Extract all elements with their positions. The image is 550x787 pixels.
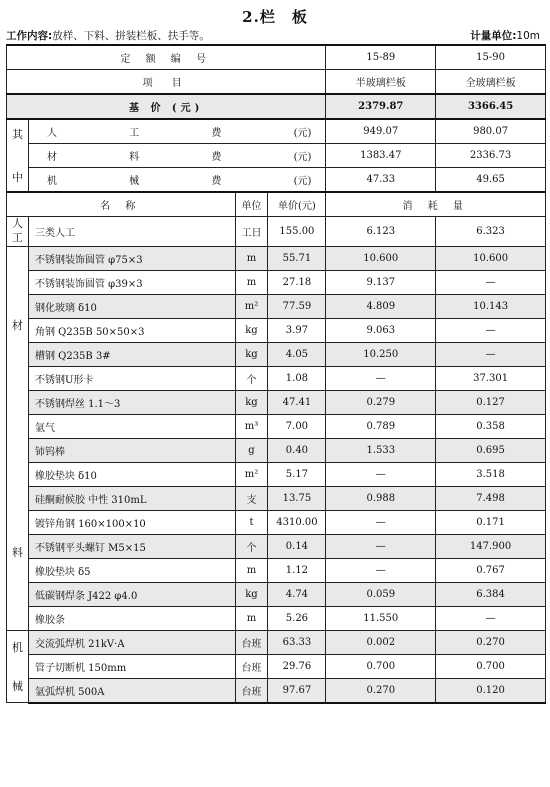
resource-consumption-1: 4.809 bbox=[326, 294, 436, 318]
resource-consumption-1: 0.279 bbox=[326, 390, 436, 414]
resource-unit: 工日 bbox=[235, 217, 268, 247]
resource-unit: m bbox=[235, 246, 268, 270]
resource-name: 角钢 Q235B 50×50×3 bbox=[28, 318, 235, 342]
cost-row bbox=[7, 168, 546, 193]
cost-label-part: 机 bbox=[46, 176, 57, 187]
resource-row bbox=[7, 342, 546, 366]
cost-label-part: 费 bbox=[211, 176, 222, 187]
resource-row bbox=[7, 486, 546, 510]
base-price-2: 3366.45 bbox=[436, 94, 546, 119]
resource-unit: m² bbox=[235, 294, 268, 318]
resource-name: 氩弧焊机 500A bbox=[28, 678, 235, 703]
resource-consumption-1: 10.250 bbox=[326, 342, 436, 366]
resource-consumption-1: 9.137 bbox=[326, 270, 436, 294]
resource-consumption-1: 11.550 bbox=[326, 606, 436, 630]
resource-consumption-1: — bbox=[326, 462, 436, 486]
resource-row bbox=[7, 678, 546, 703]
unit-info bbox=[470, 28, 540, 43]
resource-unit: 台班 bbox=[235, 678, 268, 703]
resource-consumption-2: 7.498 bbox=[436, 486, 546, 510]
resource-price: 5.26 bbox=[268, 606, 326, 630]
resource-consumption-2: — bbox=[436, 342, 546, 366]
resource-price: 1.12 bbox=[268, 558, 326, 582]
resource-price: 0.40 bbox=[268, 438, 326, 462]
column-consumption-header: 消 耗 量 bbox=[326, 192, 546, 217]
resource-unit: m bbox=[235, 606, 268, 630]
resource-consumption-1: 9.063 bbox=[326, 318, 436, 342]
resource-price: 155.00 bbox=[268, 217, 326, 247]
resource-unit: m bbox=[235, 270, 268, 294]
resource-price: 55.71 bbox=[268, 246, 326, 270]
item-name-1: 半玻璃栏板 bbox=[326, 70, 436, 95]
cost-row bbox=[7, 144, 546, 168]
cost-value: 949.07 bbox=[326, 119, 436, 144]
resource-price: 13.75 bbox=[268, 486, 326, 510]
resource-name: 铈钨棒 bbox=[28, 438, 235, 462]
resource-row bbox=[7, 414, 546, 438]
resource-consumption-2: 147.900 bbox=[436, 534, 546, 558]
resource-row bbox=[7, 438, 546, 462]
resource-name: 槽钢 Q235B 3# bbox=[28, 342, 235, 366]
resource-row bbox=[7, 510, 546, 534]
resource-price: 63.33 bbox=[268, 630, 326, 654]
item-name-2: 全玻璃栏板 bbox=[436, 70, 546, 95]
resource-price: 4310.00 bbox=[268, 510, 326, 534]
resource-row bbox=[7, 534, 546, 558]
resource-name: 不锈钢平头螺钉 M5×15 bbox=[28, 534, 235, 558]
cost-label-part: 工 bbox=[129, 128, 140, 139]
resource-row bbox=[7, 294, 546, 318]
resource-price: 29.76 bbox=[268, 654, 326, 678]
resource-consumption-2: 0.120 bbox=[436, 678, 546, 703]
group-label bbox=[7, 630, 29, 703]
resource-consumption-2: 0.171 bbox=[436, 510, 546, 534]
resource-consumption-2: — bbox=[436, 606, 546, 630]
work-content-text: 放样、下料、拼装栏板、扶手等。 bbox=[52, 30, 210, 42]
cost-value: 49.65 bbox=[436, 168, 546, 193]
group-char: 机 bbox=[11, 640, 23, 654]
column-name-header: 名 称 bbox=[7, 192, 236, 217]
resource-name: 橡胶垫块 δ5 bbox=[28, 558, 235, 582]
resource-unit: 个 bbox=[235, 534, 268, 558]
resource-consumption-1: 0.270 bbox=[326, 678, 436, 703]
resource-consumption-1: 0.789 bbox=[326, 414, 436, 438]
resource-name: 不锈钢装饰圆管 φ75×3 bbox=[28, 246, 235, 270]
resource-unit: kg bbox=[235, 342, 268, 366]
group-char: 械 bbox=[11, 680, 23, 694]
quota-table bbox=[6, 44, 546, 704]
resource-price: 77.59 bbox=[268, 294, 326, 318]
cost-value: 1383.47 bbox=[326, 144, 436, 168]
resource-price: 4.74 bbox=[268, 582, 326, 606]
cost-label-part: 人 bbox=[46, 128, 57, 139]
resource-consumption-1: — bbox=[326, 558, 436, 582]
resource-name: 不锈钢U形卡 bbox=[28, 366, 235, 390]
resource-consumption-2: 37.301 bbox=[436, 366, 546, 390]
resource-row bbox=[7, 270, 546, 294]
resource-price: 3.97 bbox=[268, 318, 326, 342]
cost-group-char: 中 bbox=[11, 171, 23, 184]
resource-consumption-1: 1.533 bbox=[326, 438, 436, 462]
group-char: 料 bbox=[11, 545, 23, 559]
cost-label-part: 械 bbox=[129, 176, 140, 187]
resource-unit: kg bbox=[235, 582, 268, 606]
quota-code-2: 15-90 bbox=[436, 45, 546, 70]
resource-name: 不锈钢装饰圆管 φ39×3 bbox=[28, 270, 235, 294]
resource-consumption-2: 6.323 bbox=[436, 217, 546, 247]
resource-consumption-2: 0.358 bbox=[436, 414, 546, 438]
resource-unit: m² bbox=[235, 462, 268, 486]
cost-group-label bbox=[7, 119, 29, 192]
resource-unit: 支 bbox=[235, 486, 268, 510]
resource-consumption-1: 0.988 bbox=[326, 486, 436, 510]
column-unit-header: 单位 bbox=[235, 192, 268, 217]
resource-name: 钢化玻璃 δ10 bbox=[28, 294, 235, 318]
resource-consumption-2: 6.384 bbox=[436, 582, 546, 606]
cost-group-char: 其 bbox=[11, 128, 23, 141]
cost-label-part: (元) bbox=[293, 128, 312, 139]
cost-label-part: 费 bbox=[211, 152, 222, 163]
resource-row bbox=[7, 217, 546, 247]
resource-row bbox=[7, 462, 546, 486]
resource-consumption-2: 0.700 bbox=[436, 654, 546, 678]
resource-consumption-1: 0.700 bbox=[326, 654, 436, 678]
group-char: 工 bbox=[11, 231, 23, 245]
group-char: 材 bbox=[11, 318, 23, 332]
resource-row bbox=[7, 654, 546, 678]
resource-unit: kg bbox=[235, 390, 268, 414]
cost-value: 980.07 bbox=[436, 119, 546, 144]
resource-price: 4.05 bbox=[268, 342, 326, 366]
group-label bbox=[7, 217, 29, 247]
resource-name: 低碳钢焊条 J422 φ4.0 bbox=[28, 582, 235, 606]
resource-row bbox=[7, 318, 546, 342]
cost-label-part: 材 bbox=[46, 152, 57, 163]
resource-consumption-2: 0.127 bbox=[436, 390, 546, 414]
resource-unit: 台班 bbox=[235, 630, 268, 654]
cost-row bbox=[7, 119, 546, 144]
resource-price: 47.41 bbox=[268, 390, 326, 414]
resource-consumption-1: — bbox=[326, 366, 436, 390]
resource-price: 7.00 bbox=[268, 414, 326, 438]
base-price-label: 基 价 (元) bbox=[7, 94, 326, 119]
resource-consumption-1: 0.059 bbox=[326, 582, 436, 606]
work-content bbox=[6, 28, 210, 43]
resource-consumption-1: — bbox=[326, 510, 436, 534]
quota-code-1: 15-89 bbox=[326, 45, 436, 70]
cost-value: 47.33 bbox=[326, 168, 436, 193]
resource-unit: m³ bbox=[235, 414, 268, 438]
resource-name: 橡胶垫块 δ10 bbox=[28, 462, 235, 486]
resource-name: 管子切断机 150mm bbox=[28, 654, 235, 678]
group-char: 人 bbox=[11, 217, 23, 230]
resource-consumption-2: 3.518 bbox=[436, 462, 546, 486]
resource-name: 橡胶条 bbox=[28, 606, 235, 630]
resource-price: 27.18 bbox=[268, 270, 326, 294]
work-content-label: 工作内容: bbox=[6, 30, 53, 42]
resource-price: 1.08 bbox=[268, 366, 326, 390]
resource-consumption-2: 0.270 bbox=[436, 630, 546, 654]
resource-name: 不锈钢焊丝 1.1～3 bbox=[28, 390, 235, 414]
resource-price: 97.67 bbox=[268, 678, 326, 703]
resource-consumption-1: 10.600 bbox=[326, 246, 436, 270]
cost-value: 2336.73 bbox=[436, 144, 546, 168]
resource-consumption-2: 10.600 bbox=[436, 246, 546, 270]
resource-unit: g bbox=[235, 438, 268, 462]
resource-consumption-1: 0.002 bbox=[326, 630, 436, 654]
item-label: 项 目 bbox=[7, 70, 326, 95]
resource-consumption-2: — bbox=[436, 270, 546, 294]
group-label bbox=[7, 246, 29, 630]
resource-unit: 个 bbox=[235, 366, 268, 390]
resource-name: 交流弧焊机 21kV·A bbox=[28, 630, 235, 654]
column-price-header: 单价(元) bbox=[268, 192, 326, 217]
unit-label: 计量单位: bbox=[470, 30, 517, 42]
resource-price: 0.14 bbox=[268, 534, 326, 558]
resource-consumption-2: 0.695 bbox=[436, 438, 546, 462]
resource-consumption-1: — bbox=[326, 534, 436, 558]
resource-price: 5.17 bbox=[268, 462, 326, 486]
resource-name: 氩气 bbox=[28, 414, 235, 438]
cost-label bbox=[28, 119, 325, 144]
cost-label bbox=[28, 168, 325, 193]
resource-consumption-2: — bbox=[436, 318, 546, 342]
resource-unit: m bbox=[235, 558, 268, 582]
resource-consumption-2: 0.767 bbox=[436, 558, 546, 582]
cost-label bbox=[28, 144, 325, 168]
resource-row bbox=[7, 582, 546, 606]
base-price-1: 2379.87 bbox=[326, 94, 436, 119]
resource-consumption-1: 6.123 bbox=[326, 217, 436, 247]
resource-unit: 台班 bbox=[235, 654, 268, 678]
resource-unit: kg bbox=[235, 318, 268, 342]
column-header-row bbox=[7, 192, 546, 217]
resource-consumption-2: 10.143 bbox=[436, 294, 546, 318]
resource-row bbox=[7, 630, 546, 654]
resource-row bbox=[7, 390, 546, 414]
resource-name: 镀锌角钢 160×100×10 bbox=[28, 510, 235, 534]
cost-label-part: (元) bbox=[293, 152, 312, 163]
resource-name: 硅酮耐候胶 中性 310mL bbox=[28, 486, 235, 510]
cost-label-part: 料 bbox=[129, 152, 140, 163]
cost-label-part: (元) bbox=[293, 176, 312, 187]
page-title: 2.栏 板 bbox=[242, 8, 308, 26]
resource-row bbox=[7, 606, 546, 630]
resource-row bbox=[7, 366, 546, 390]
quota-no-label: 定 额 编 号 bbox=[7, 45, 326, 70]
resource-name: 三类人工 bbox=[28, 217, 235, 247]
resource-row bbox=[7, 246, 546, 270]
resource-unit: t bbox=[235, 510, 268, 534]
resource-row bbox=[7, 558, 546, 582]
cost-label-part: 费 bbox=[211, 128, 222, 139]
unit-value: 10m bbox=[516, 30, 540, 42]
